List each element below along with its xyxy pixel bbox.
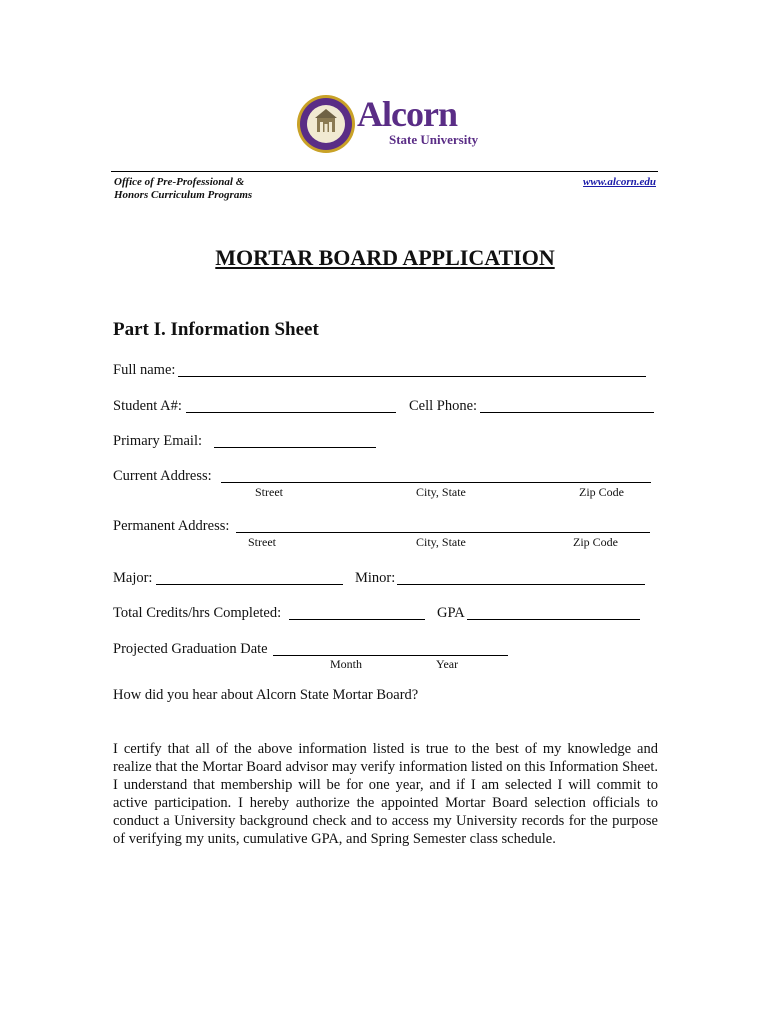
full-name-field[interactable]: [178, 376, 646, 377]
major-field[interactable]: [156, 584, 343, 585]
website-link[interactable]: www.alcorn.edu: [583, 176, 656, 188]
university-subtitle: State University: [389, 132, 479, 147]
graduation-month-label: Month: [330, 657, 363, 671]
cell-phone-label: Cell Phone:: [409, 398, 478, 414]
permanent-address-field[interactable]: [236, 532, 650, 533]
permanent-address-zip-label: Zip Code: [573, 535, 618, 549]
graduation-field[interactable]: [273, 655, 508, 656]
student-id-label: Student A#:: [113, 398, 182, 414]
current-address-label: Current Address:: [113, 468, 212, 484]
office-name: Office of Pre-Professional & Honors Curriculum Programs: [114, 176, 253, 201]
referral-question: How did you hear about Alcorn State Mortar Board?: [113, 687, 419, 703]
current-address-city-label: City, State: [416, 485, 466, 499]
primary-email-field[interactable]: [214, 447, 376, 448]
document-title: MORTAR BOARD APPLICATION: [215, 245, 555, 270]
primary-email-label: Primary Email:: [113, 433, 202, 449]
section-title: Part I. Information Sheet: [113, 319, 319, 340]
student-id-field[interactable]: [186, 412, 396, 413]
credits-label: Total Credits/hrs Completed:: [113, 605, 282, 621]
major-label: Major:: [113, 570, 153, 586]
certification-paragraph: I certify that all of the above information listed is true to the best of my knowledge and realize that the Mortar Board advisor may verify information listed on this Information Sheet. I understand that membership will be for one year, and if I am selected I will commit to active participation. I hereby authorize the appointed Mortar Board selection officials to conduct a University background check and to access my University records for the purpose of verifying my units, cumulative GPA, and Spring Semester class schedule.: [113, 741, 658, 847]
graduation-label: Projected Graduation Date: [113, 641, 268, 657]
full-name-label: Full name:: [113, 362, 176, 378]
university-name: Alcorn: [357, 94, 457, 134]
gpa-label: GPA: [437, 605, 465, 621]
credits-field[interactable]: [289, 619, 425, 620]
minor-label: Minor:: [355, 570, 396, 586]
gpa-field[interactable]: [467, 619, 640, 620]
minor-field[interactable]: [397, 584, 645, 585]
university-seal-logo: [296, 94, 356, 159]
graduation-year-label: Year: [436, 657, 459, 671]
permanent-address-street-label: Street: [248, 535, 276, 549]
permanent-address-label: Permanent Address:: [113, 518, 230, 534]
permanent-address-city-label: City, State: [416, 535, 466, 549]
current-address-zip-label: Zip Code: [579, 485, 624, 499]
current-address-field[interactable]: [221, 482, 651, 483]
current-address-street-label: Street: [255, 485, 283, 499]
header-divider: [111, 171, 658, 172]
cell-phone-field[interactable]: [480, 412, 654, 413]
